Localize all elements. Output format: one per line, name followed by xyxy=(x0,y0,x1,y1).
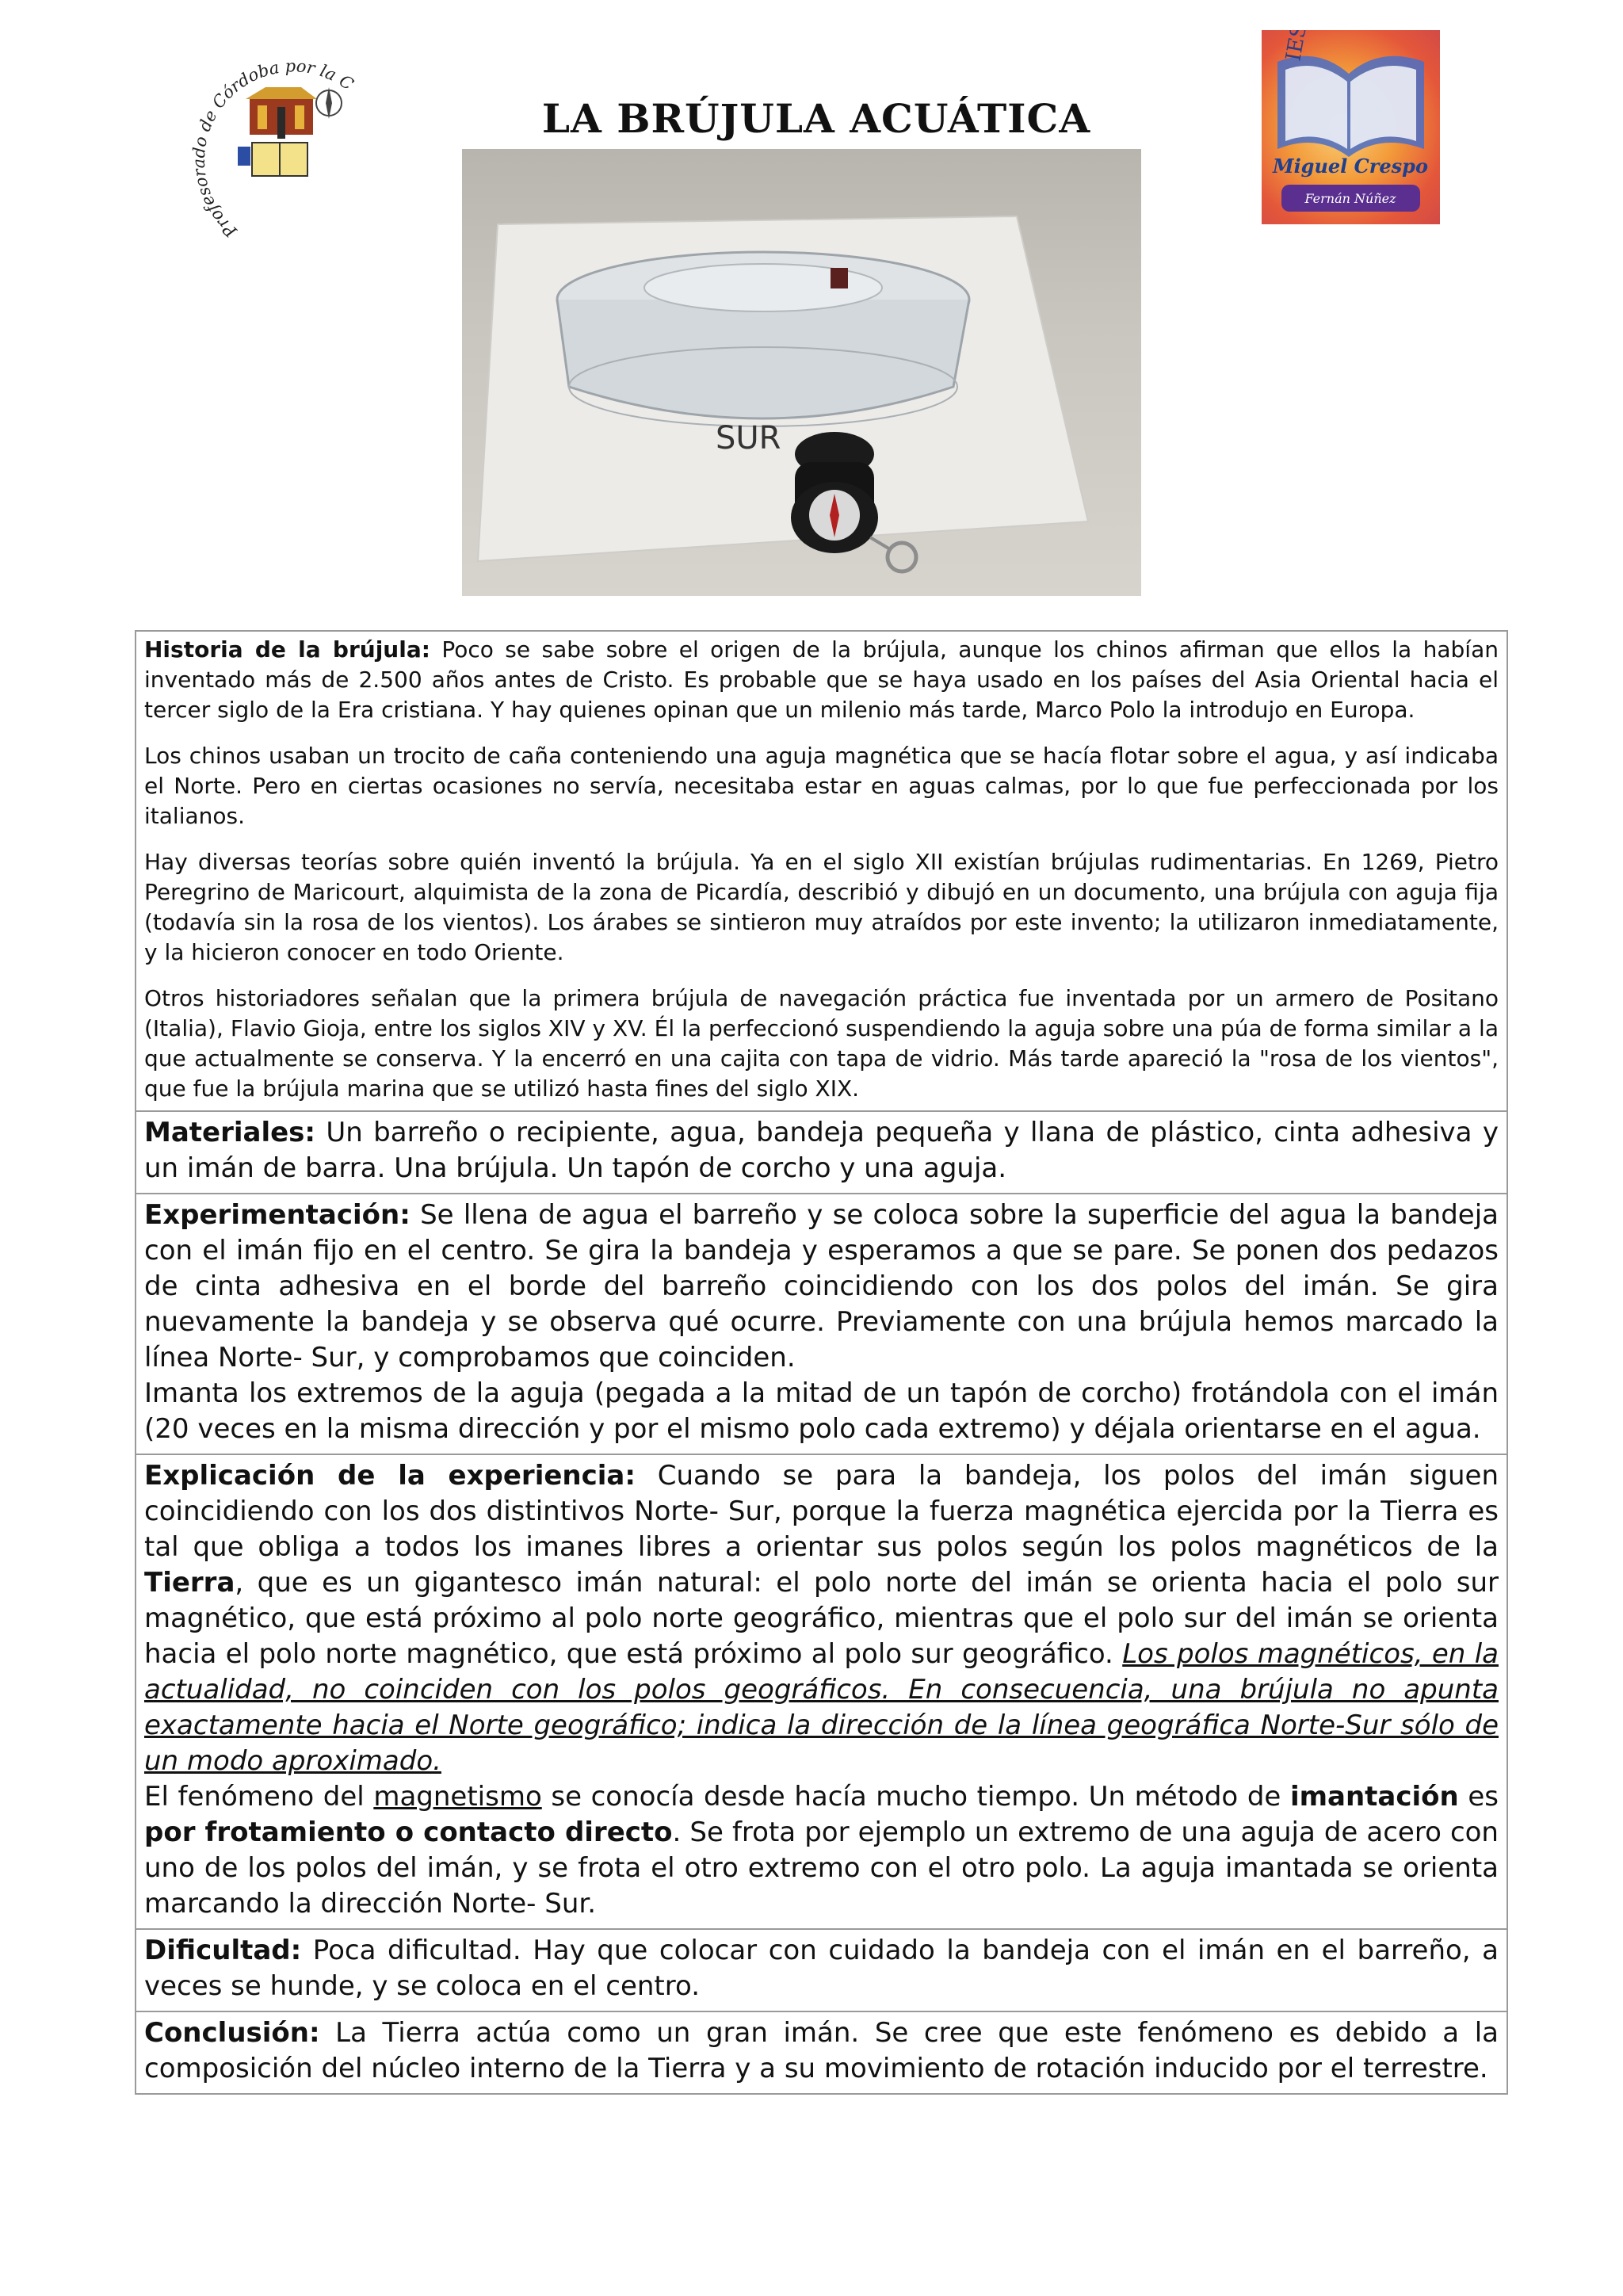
explanation-section: Explicación de la experiencia: Cuando se para la bandeja, los polos del imán siguen coincidiendo con los dos distintivos Norte- Sur, porque la fuerza magnética ejercida por la Tierra es tal que obliga a todos los imanes libres a orientar sus polos según los polos magnéticos de la Tierra, que es un gigantesco imán natural: el polo norte del imán se orienta hacia el polo sur magnético, que está próximo al polo norte geográfico, mientras que el polo sur del imán se orienta hacia el polo norte magnético, que está próximo al polo sur geográfico. Los polos magnéticos, en la actualidad, no coinciden con los polos geográficos. En consecuencia, una brújula no apunta exactamente hacia el Norte geográfico; indica la dirección de la línea geográfica Norte-Sur sólo de un modo aproximado. El fenómeno del magnetismo se conocía desde hacía mucho tiempo. Un método de imantación es por frotamiento o contacto directo. Se frota por ejemplo un extremo de una aguja de acero con uno de los polos del imán, y se frota el otro extremo con el otro polo. La aguja imantada se orienta marcando la dirección Norte- Sur. xyxy=(136,1455,1507,1930)
experiment-heading: Experimentación: xyxy=(144,1199,411,1231)
cultura-cientifica-logo xyxy=(190,44,365,250)
town-name: Fernán Núñez xyxy=(1304,191,1396,206)
sur-label: SUR xyxy=(716,420,781,457)
conclusion-section xyxy=(136,2012,1507,2093)
history-section xyxy=(136,632,1507,1112)
experiment-section xyxy=(136,1194,1507,1455)
difficulty-heading: Dificultad: xyxy=(144,1935,302,1966)
tierra-bold: Tierra xyxy=(144,1567,235,1599)
geographic-poles-note: Los polos magnéticos, en la actualidad, no coinciden con los polos geográficos. En consecuencia, una brújula no apunta exactamente hacia el Norte geográfico; indica la dirección de la línea geográfica Norte-Sur sólo de un modo aproximado. xyxy=(144,1638,1499,1777)
difficulty-text: Poca dificultad. Hay que colocar con cuidado la bandeja con el imán en el barreño, a veces se hunde, y se coloca en el centro. xyxy=(144,1935,1499,2002)
page-title: LA BRÚJULA ACUÁTICA xyxy=(541,95,1091,142)
explanation-heading: Explicación de la experiencia: xyxy=(144,1460,636,1492)
ies-miguel-crespo-logo xyxy=(1262,30,1440,224)
experiment-text-1: Se llena de agua el barreño y se coloca sobre la superficie del agua la bandeja con el imán fijo en el centro. Se gira la bandeja y esperamos a que se pare. Se ponen dos pedazos de cinta adhesiva en el borde del barreño coincidiendo con los dos polos del imán. Se gira nuevamente la bandeja y se observa qué ocurre. Previamente con una brújula hemos marcado la línea Norte- Sur, y comprobamos que coinciden. xyxy=(144,1199,1499,1373)
content-table xyxy=(135,630,1508,2095)
magnetism-paragraph: El fenómeno del magnetismo se conocía desde hacía mucho tiempo. Un método de imantación es por frotamiento o contacto directo. Se frota por ejemplo un extremo de una aguja de acero con uno de los polos del imán, y se frota el otro extremo con el otro polo. La aguja imantada se orienta marcando la dirección Norte- Sur. xyxy=(144,1781,1499,1920)
magnetismo-link[interactable]: magnetismo xyxy=(373,1781,542,1813)
materials-text: Un barreño o recipiente, agua, bandeja pequeña y llana de plástico, cinta adhesiva y un imán de barra. Una brújula. Un tapón de corcho y una aguja. xyxy=(144,1117,1499,1184)
history-paragraph-1: Historia de la brújula: Poco se sabe sobre el origen de la brújula, aunque los chinos afirman que ellos la habían inventado más de 2.500 años antes de Cristo. Es probable que se haya usado en los países del Asia Oriental hacia el tercer siglo de la Era cristiana. Y hay quienes opinan que un milenio más tarde, Marco Polo la introdujo en Europa. xyxy=(144,636,1499,723)
experiment-text-2: Imanta los extremos de la aguja (pegada a la mitad de un tapón de corcho) frotándola con el imán (20 veces en la misma dirección y por el mismo polo cada extremo) y déjala orientarse en el agua. xyxy=(144,1377,1499,1445)
history-heading: Historia de la brújula: xyxy=(144,636,430,663)
logo-curved-text: Profesorado de Córdoba por la C xyxy=(190,56,357,242)
difficulty-section xyxy=(136,1930,1507,2012)
conclusion-text: La Tierra actúa como un gran imán. Se cree que este fenómeno es debido a la composición del núcleo interno de la Tierra y a su movimiento de rotación inducido por el terrestre. xyxy=(144,2017,1499,2084)
conclusion-heading: Conclusión: xyxy=(144,2017,320,2049)
ies-text: IES xyxy=(1281,30,1312,63)
imantacion-bold: imantación xyxy=(1289,1781,1459,1813)
water-compass-photo xyxy=(462,149,1141,596)
frotamiento-bold: por frotamiento o contacto directo xyxy=(144,1817,673,1848)
school-name: Miguel Crespo xyxy=(1273,155,1428,178)
history-paragraph-2: Los chinos usaban un trocito de caña conteniendo una aguja magnética que se hacía flotar sobre el agua, y así indicaba el Norte. Pero en ciertas ocasiones no servía, necesitaba estar en aguas calmas, por lo que fue perfeccionada por los italianos. xyxy=(144,743,1499,829)
materials-section xyxy=(136,1112,1507,1194)
materials-heading: Materiales: xyxy=(144,1117,316,1148)
history-paragraph-4: Otros historiadores señalan que la primera brújula de navegación práctica fue inventada por un armero de Positano (Italia), Flavio Gioja, entre los siglos XIV y XV. Él la perfeccionó suspendiendo la aguja sobre una púa de forma similar a la que actualmente se conserva. Y la encerró en una cajita con tapa de vidrio. Más tarde apareció la "rosa de los vientos", que fue la brújula marina que se utilizó hasta fines del siglo XIX. xyxy=(144,985,1499,1102)
history-paragraph-3: Hay diversas teorías sobre quién inventó la brújula. Ya en el siglo XII existían brújulas rudimentarias. En 1269, Pietro Peregrino de Maricourt, alquimista de la zona de Picardía, describió y dibujó en un documento, una brújula con aguja fija (todavía sin la rosa de los vientos). Los árabes se sintieron muy atraídos por este invento; la utilizaron inmediatamente, y la hicieron conocer en todo Oriente. xyxy=(144,849,1499,965)
